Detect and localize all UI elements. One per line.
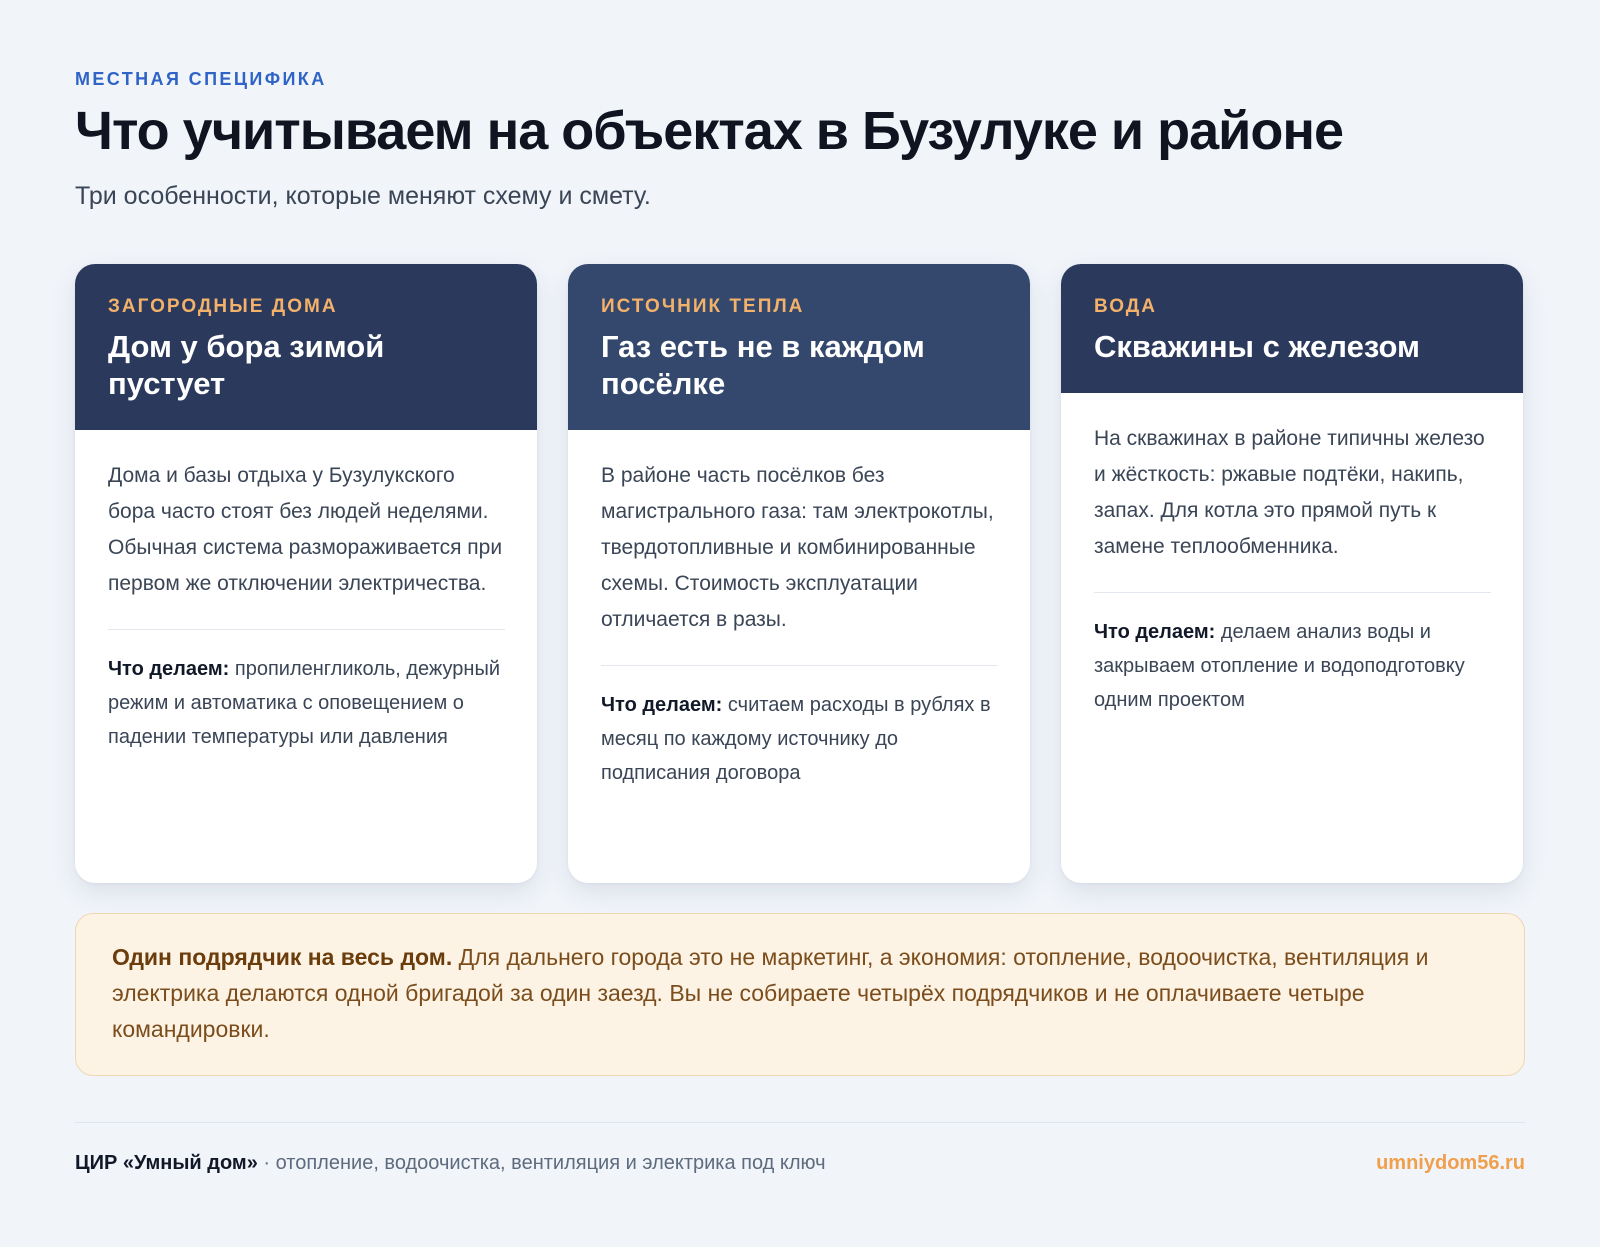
contractor-note — [75, 913, 1525, 1076]
card-divider — [108, 629, 505, 630]
footer — [75, 1152, 1525, 1175]
card-title: Газ есть не в каждом посёлке — [601, 329, 925, 401]
footer-tagline: отопление, водоочистка, вентиляция и электрика под ключ — [275, 1152, 826, 1174]
page-title: Что учитываем на объектах в Бузулуке и районе — [75, 101, 1343, 161]
footer-divider — [75, 1122, 1525, 1123]
card-tag: ЗАГОРОДНЫЕ ДОМА — [108, 296, 338, 317]
card-body — [75, 430, 537, 754]
card-action-text: считаем расходы в рублях в месяц по каждому источнику до подписания договора — [601, 694, 991, 784]
card-action-label: Что делаем: — [1094, 621, 1216, 643]
card-header — [75, 264, 537, 430]
card-body — [1061, 393, 1523, 717]
card-text: В районе часть посёлков без магистрального газа: там электрокотлы, твердотопливные и комбинированные схемы. Стоимость эксплуатации отличается в разы. — [601, 464, 994, 631]
card-divider — [601, 665, 998, 666]
card-divider — [1094, 592, 1491, 593]
card-action — [1094, 615, 1491, 717]
card-body — [568, 430, 1030, 790]
card-heat-source — [568, 264, 1030, 883]
card-action-label: Что делаем: — [108, 658, 230, 680]
card-water — [1061, 264, 1523, 883]
card-action-text: пропиленгликоль, дежурный режим и автоматика с оповещением о падении температуры или давления — [108, 658, 501, 748]
card-title: Скважины с железом — [1094, 329, 1420, 364]
card-action-text: делаем анализ воды и закрываем отопление и водоподготовку одним проектом — [1094, 621, 1465, 711]
note-lead: Один подрядчик на весь дом. — [112, 944, 453, 970]
card-text: Дома и базы отдыха у Бузулукского бора часто стоят без людей неделями. Обычная система размораживается при первом же отключении электричества. — [108, 464, 503, 595]
card-action-label: Что делаем: — [601, 694, 723, 716]
card-text: На скважинах в районе типичны железо и жёсткость: ржавые подтёки, накипь, запах. Для котла это прямой путь к замене теплообменника. — [1094, 427, 1485, 558]
feature-cards — [75, 264, 1525, 884]
card-tag: ВОДА — [1094, 296, 1158, 317]
card-header — [1061, 264, 1523, 393]
footer-separator: · — [257, 1152, 276, 1174]
section-eyebrow: МЕСТНАЯ СПЕЦИФИКА — [75, 69, 327, 89]
footer-brand: ЦИР «Умный дом» — [75, 1152, 258, 1174]
card-action — [108, 652, 505, 754]
card-title: Дом у бора зимой пустует — [108, 329, 385, 401]
note-text: Для дальнего города это не маркетинг, а экономия: отопление, водоочистка, вентиляция и электрика делаются одной бригадой за один заезд. Вы не собираете четырёх подрядчиков и не оплачиваете четыре командировки. — [112, 944, 1429, 1042]
card-country-houses — [75, 264, 537, 883]
footer-site-link[interactable]: umniydom56.ru — [1376, 1152, 1525, 1174]
page-subtitle: Три особенности, которые меняют схему и смету. — [75, 182, 651, 210]
card-tag: ИСТОЧНИК ТЕПЛА — [601, 296, 805, 317]
card-header — [568, 264, 1030, 430]
card-action — [601, 688, 998, 790]
